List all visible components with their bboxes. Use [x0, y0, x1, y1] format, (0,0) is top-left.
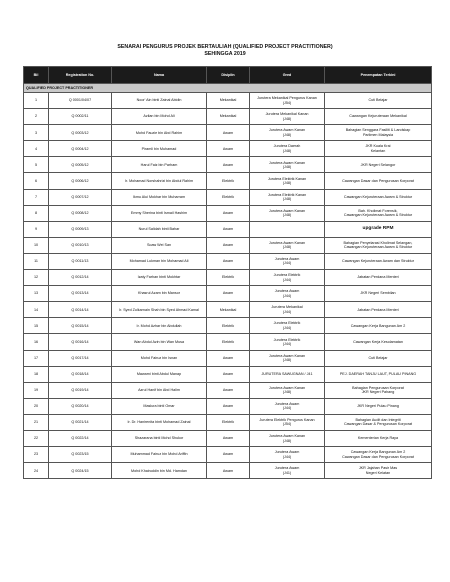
- cell-disiplin: Awam: [207, 463, 250, 479]
- cell-disiplin: Awam: [207, 141, 250, 157]
- cell-registration: Q 0005/12: [49, 157, 112, 173]
- cell-gred: Jurutera Elektrik (J44): [250, 334, 325, 350]
- cell-nama: Ir. Dr. Hanirenita binti Mohamad Zainal: [112, 414, 207, 430]
- cell-penempatan: upgrade RPM: [325, 221, 432, 237]
- cell-registration: Q 0008/12: [49, 205, 112, 221]
- cell-disiplin: Awam: [207, 398, 250, 414]
- cell-disiplin: Awam: [207, 366, 250, 382]
- cell-nama: Ikmu Alui Mokhar bin Muharram: [112, 189, 207, 205]
- cell-registration: Q 0001/04/07: [49, 93, 112, 109]
- cell-penempatan: JKR Jajahan Pasir Mas Negeri Kelatan: [325, 463, 432, 479]
- table-row: [24, 237, 432, 253]
- cell-gred: Jurutera Elektrik (J44): [250, 318, 325, 334]
- cell-nama: Ir. Mohd Azhar bin Abdullah: [112, 318, 207, 334]
- cell-gred: Jurutera Awam Kanan (J48): [250, 157, 325, 173]
- cell-gred: [250, 221, 325, 237]
- cell-penempatan: Bahagian Pengurusan Korporat JKR Negeri Pahang: [325, 382, 432, 398]
- cell-nama: Mawarni binti Abdul Manap: [112, 366, 207, 382]
- cell-penempatan: Cuti Belajar: [325, 350, 432, 366]
- cell-gred: Jurutera Elektrik Pengurus Kanan (J54): [250, 414, 325, 430]
- table-row: [24, 157, 432, 173]
- cell-bil: 5: [24, 157, 49, 173]
- table-row: [24, 189, 432, 205]
- cell-gred: Jurutera Awam Kanan (J48): [250, 430, 325, 446]
- table-row: [24, 286, 432, 302]
- column-header-bil: Bil: [24, 67, 49, 84]
- cell-bil: 11: [24, 253, 49, 269]
- practitioner-table: [23, 66, 432, 479]
- table-header-row: [24, 67, 432, 84]
- cell-registration: Q 0015/14: [49, 318, 112, 334]
- table-row: [24, 398, 432, 414]
- cell-disiplin: Mekanikal: [207, 93, 250, 109]
- cell-registration: Q 0010/13: [49, 237, 112, 253]
- cell-penempatan: Bahagian Penyelarasi Kholimat Selangan, Cawangan Kejuruteraan Awam & Struktur: [325, 237, 432, 253]
- table-row: [24, 463, 432, 479]
- cell-penempatan: JKR Negeri Selangor: [325, 157, 432, 173]
- cell-nama: Mohamad Lukman bin Mohamad Ali: [112, 253, 207, 269]
- cell-penempatan: Cawangan Kejuruteraan Awam & Struktur: [325, 189, 432, 205]
- cell-bil: 16: [24, 334, 49, 350]
- table-row: [24, 173, 432, 189]
- cell-gred: Jurutera Awam (J41): [250, 463, 325, 479]
- cell-disiplin: Awam: [207, 286, 250, 302]
- column-header-gred: Gred: [250, 67, 325, 84]
- table-row: [24, 205, 432, 221]
- table-row: [24, 270, 432, 286]
- cell-disiplin: Awam: [207, 237, 250, 253]
- cell-gred: Jurutera Awam (J44): [250, 447, 325, 463]
- cell-bil: 20: [24, 398, 49, 414]
- table-row: [24, 350, 432, 366]
- cell-gred: Jurutera Mekanikal (J44): [250, 302, 325, 318]
- document-subtitle: SEHINGGA 2019: [204, 51, 246, 57]
- cell-bil: 12: [24, 270, 49, 286]
- cell-registration: Q 0022/14: [49, 430, 112, 446]
- cell-bil: 1: [24, 93, 49, 109]
- cell-penempatan: Bahagian Audit dan Integriti Cawangan Dasar & Pengurusan Korporat: [325, 414, 432, 430]
- section-label: QUALIFIED PROJECT PRACTITIONER: [24, 84, 432, 93]
- cell-registration: Q 0023/15: [49, 447, 112, 463]
- cell-disiplin: Awam: [207, 205, 250, 221]
- cell-disiplin: Awam: [207, 253, 250, 269]
- table-row: [24, 366, 432, 382]
- cell-nama: Mohd Khairuddin bin Md. Hamdan: [112, 463, 207, 479]
- column-header-penempatan: Penempatan Terkini: [325, 67, 432, 84]
- cell-registration: Q 0009/13: [49, 221, 112, 237]
- cell-bil: 6: [24, 173, 49, 189]
- cell-nama: Piramli bin Muhamad: [112, 141, 207, 157]
- cell-penempatan: JKR Negeri Pulau Pinang: [325, 398, 432, 414]
- cell-gred: Jurutera Awam (J44): [250, 253, 325, 269]
- column-header-disiplin: Disiplin: [207, 67, 250, 84]
- cell-gred: Jurutera Awam Kanan (J48): [250, 125, 325, 141]
- column-header-registration: Registration No.: [49, 67, 112, 84]
- cell-gred: Jurutera Elektrik Kanan (J48): [250, 189, 325, 205]
- cell-disiplin: Mekanikal: [207, 302, 250, 318]
- table-row: [24, 109, 432, 125]
- cell-bil: 8: [24, 205, 49, 221]
- document-title: SENARAI PENGURUS PROJEK BERTAULIAH (QUALIFIED PROJECT PRACTITIONER): [117, 44, 333, 50]
- cell-disiplin: Awam: [207, 125, 250, 141]
- cell-registration: Q 0017/14: [49, 350, 112, 366]
- cell-nama: Azilan bin Mohd Ali: [112, 109, 207, 125]
- cell-penempatan: JKR Negeri Sembilan: [325, 286, 432, 302]
- table-row: [24, 334, 432, 350]
- cell-bil: 13: [24, 286, 49, 302]
- cell-registration: Q 0024/15: [49, 463, 112, 479]
- cell-bil: 10: [24, 237, 49, 253]
- cell-nama: Ir. Mohamad Norshahrizi bin Abdul Rahim: [112, 173, 207, 189]
- cell-bil: 14: [24, 302, 49, 318]
- cell-disiplin: Elektrik: [207, 173, 250, 189]
- cell-nama: Soaw Wei San: [112, 237, 207, 253]
- table-row: [24, 141, 432, 157]
- cell-disiplin: Elektrik: [207, 414, 250, 430]
- cell-nama: Mohd Fairuz bin Isnan: [112, 350, 207, 366]
- cell-disiplin: Mekanikal: [207, 109, 250, 125]
- cell-gred: Jurutera Awam Kanan (J48): [250, 205, 325, 221]
- cell-nama: Shazarana binti Mohd Shukor: [112, 430, 207, 446]
- table-row: [24, 430, 432, 446]
- cell-penempatan: Cuti Belajar: [325, 93, 432, 109]
- cell-nama: Maslura binti Omar: [112, 398, 207, 414]
- cell-registration: Q 0004/12: [49, 141, 112, 157]
- cell-gred: Jurutera Mekanikal Kanan (J48): [250, 109, 325, 125]
- cell-bil: 7: [24, 189, 49, 205]
- table-row: [24, 318, 432, 334]
- cell-registration: Q 0012/14: [49, 270, 112, 286]
- cell-disiplin: Awam: [207, 430, 250, 446]
- cell-penempatan: Cawangan Kejuruteraan Awam dan Struktur: [325, 253, 432, 269]
- cell-bil: 17: [24, 350, 49, 366]
- cell-penempatan: Bah. Kholimat Forensik, Cawangan Kejuruteraan Awam & Struktur: [325, 205, 432, 221]
- cell-nama: Muhammad Fairuz bin Mohd Ariffin: [112, 447, 207, 463]
- cell-nama: Ir. Syed Zulkarnain Shah bin Syed Ahmad Kamal: [112, 302, 207, 318]
- cell-nama: Wan Abdul Azin bin Wan Musa: [112, 334, 207, 350]
- table-row: [24, 125, 432, 141]
- cell-penempatan: Cawangan Kerja Bangunan Am 2: [325, 318, 432, 334]
- cell-nama: Izaty Farhan binti Mokhtar: [112, 270, 207, 286]
- table-row: [24, 382, 432, 398]
- cell-bil: 15: [24, 318, 49, 334]
- cell-registration: Q 0016/14: [49, 334, 112, 350]
- cell-gred: Jurutera Elektrik Kanan (J48): [250, 173, 325, 189]
- cell-nama: Azrul Hanif bin Abd Halim: [112, 382, 207, 398]
- table-row: [24, 221, 432, 237]
- cell-registration: Q 0020/14: [49, 398, 112, 414]
- table-row: [24, 93, 432, 109]
- cell-bil: 18: [24, 366, 49, 382]
- cell-penempatan: Jabatan Perdana Menteri: [325, 302, 432, 318]
- cell-registration: Q 0013/14: [49, 286, 112, 302]
- cell-penempatan: Cawangan Kerja Bangunan Am 2 Cawangan Dasar dan Pengurusan Korporat: [325, 447, 432, 463]
- table-body: [24, 84, 432, 479]
- cell-penempatan: Cawangan Dasar dan Pengurusan Korporat: [325, 173, 432, 189]
- cell-registration: Q 0002/11: [49, 109, 112, 125]
- table-row: [24, 414, 432, 430]
- cell-nama: Nurul Salidah binti Bahar: [112, 221, 207, 237]
- cell-penempatan: Cawangan Kerja Kesolamatan: [325, 334, 432, 350]
- cell-penempatan: Bahagian Senggara Fasiliti & Landskap Parlimen Malaysia: [325, 125, 432, 141]
- cell-bil: 2: [24, 109, 49, 125]
- cell-disiplin: Elektrik: [207, 318, 250, 334]
- cell-penempatan: JKR Kuala Krai Kelantan: [325, 141, 432, 157]
- cell-registration: Q 0018/14: [49, 366, 112, 382]
- cell-disiplin: Awam: [207, 157, 250, 173]
- cell-registration: Q 0007/12: [49, 189, 112, 205]
- table-row: [24, 302, 432, 318]
- column-header-nama: Nama: [112, 67, 207, 84]
- cell-registration: Q 0019/14: [49, 382, 112, 398]
- cell-gred: Jurutera Awam Kanan (J48): [250, 350, 325, 366]
- cell-bil: 24: [24, 463, 49, 479]
- cell-bil: 23: [24, 447, 49, 463]
- cell-registration: Q 0014/14: [49, 302, 112, 318]
- cell-gred: JURUTERA SAWUGNAN / J41: [250, 366, 325, 382]
- cell-gred: Jurutera Elektrik (J44): [250, 270, 325, 286]
- cell-penempatan: Cawangan Kejuruteraan Mekanikal: [325, 109, 432, 125]
- cell-nama: Khasrul Azam bin Mansor: [112, 286, 207, 302]
- cell-disiplin: Awam: [207, 382, 250, 398]
- cell-registration: Q 0011/13: [49, 253, 112, 269]
- cell-registration: Q 0021/14: [49, 414, 112, 430]
- table-row: [24, 447, 432, 463]
- cell-nama: Mohd Fauzie bin Abd Rahim: [112, 125, 207, 141]
- cell-disiplin: Elektrik: [207, 270, 250, 286]
- cell-gred: Jurutera Awam (J44): [250, 398, 325, 414]
- cell-disiplin: Awam: [207, 447, 250, 463]
- cell-disiplin: Awam: [207, 221, 250, 237]
- cell-gred: Jurutera Awam Kanan (J48): [250, 382, 325, 398]
- cell-nama: Emmy Sherina binti Ismail Hashim: [112, 205, 207, 221]
- cell-disiplin: Awam: [207, 350, 250, 366]
- cell-gred: Jurutera Daerah (J48): [250, 141, 325, 157]
- cell-registration: Q 0006/12: [49, 173, 112, 189]
- cell-disiplin: Elektrik: [207, 189, 250, 205]
- table-row: [24, 253, 432, 269]
- cell-bil: 4: [24, 141, 49, 157]
- cell-bil: 19: [24, 382, 49, 398]
- cell-bil: 9: [24, 221, 49, 237]
- cell-gred: Jurutera Awam (J44): [250, 286, 325, 302]
- cell-gred: Jurutera Mekanikal Pengurus Kanan (J54): [250, 93, 325, 109]
- cell-bil: 3: [24, 125, 49, 141]
- cell-registration: Q 0003/12: [49, 125, 112, 141]
- cell-nama: Noor' Ain binti Zainal Abidin: [112, 93, 207, 109]
- cell-gred: Jurutera Awam Kanan (J48): [250, 237, 325, 253]
- cell-penempatan: Jabatan Perdana Menteri: [325, 270, 432, 286]
- cell-penempatan: PEJ. DAERAH TANJU LAUT, PULAU PINANG: [325, 366, 432, 382]
- section-row: [24, 84, 432, 93]
- cell-penempatan: Kementerian Kerja Raya: [325, 430, 432, 446]
- cell-nama: Harul Faiz bin Parham: [112, 157, 207, 173]
- cell-bil: 22: [24, 430, 49, 446]
- cell-disiplin: Elektrik: [207, 334, 250, 350]
- cell-bil: 21: [24, 414, 49, 430]
